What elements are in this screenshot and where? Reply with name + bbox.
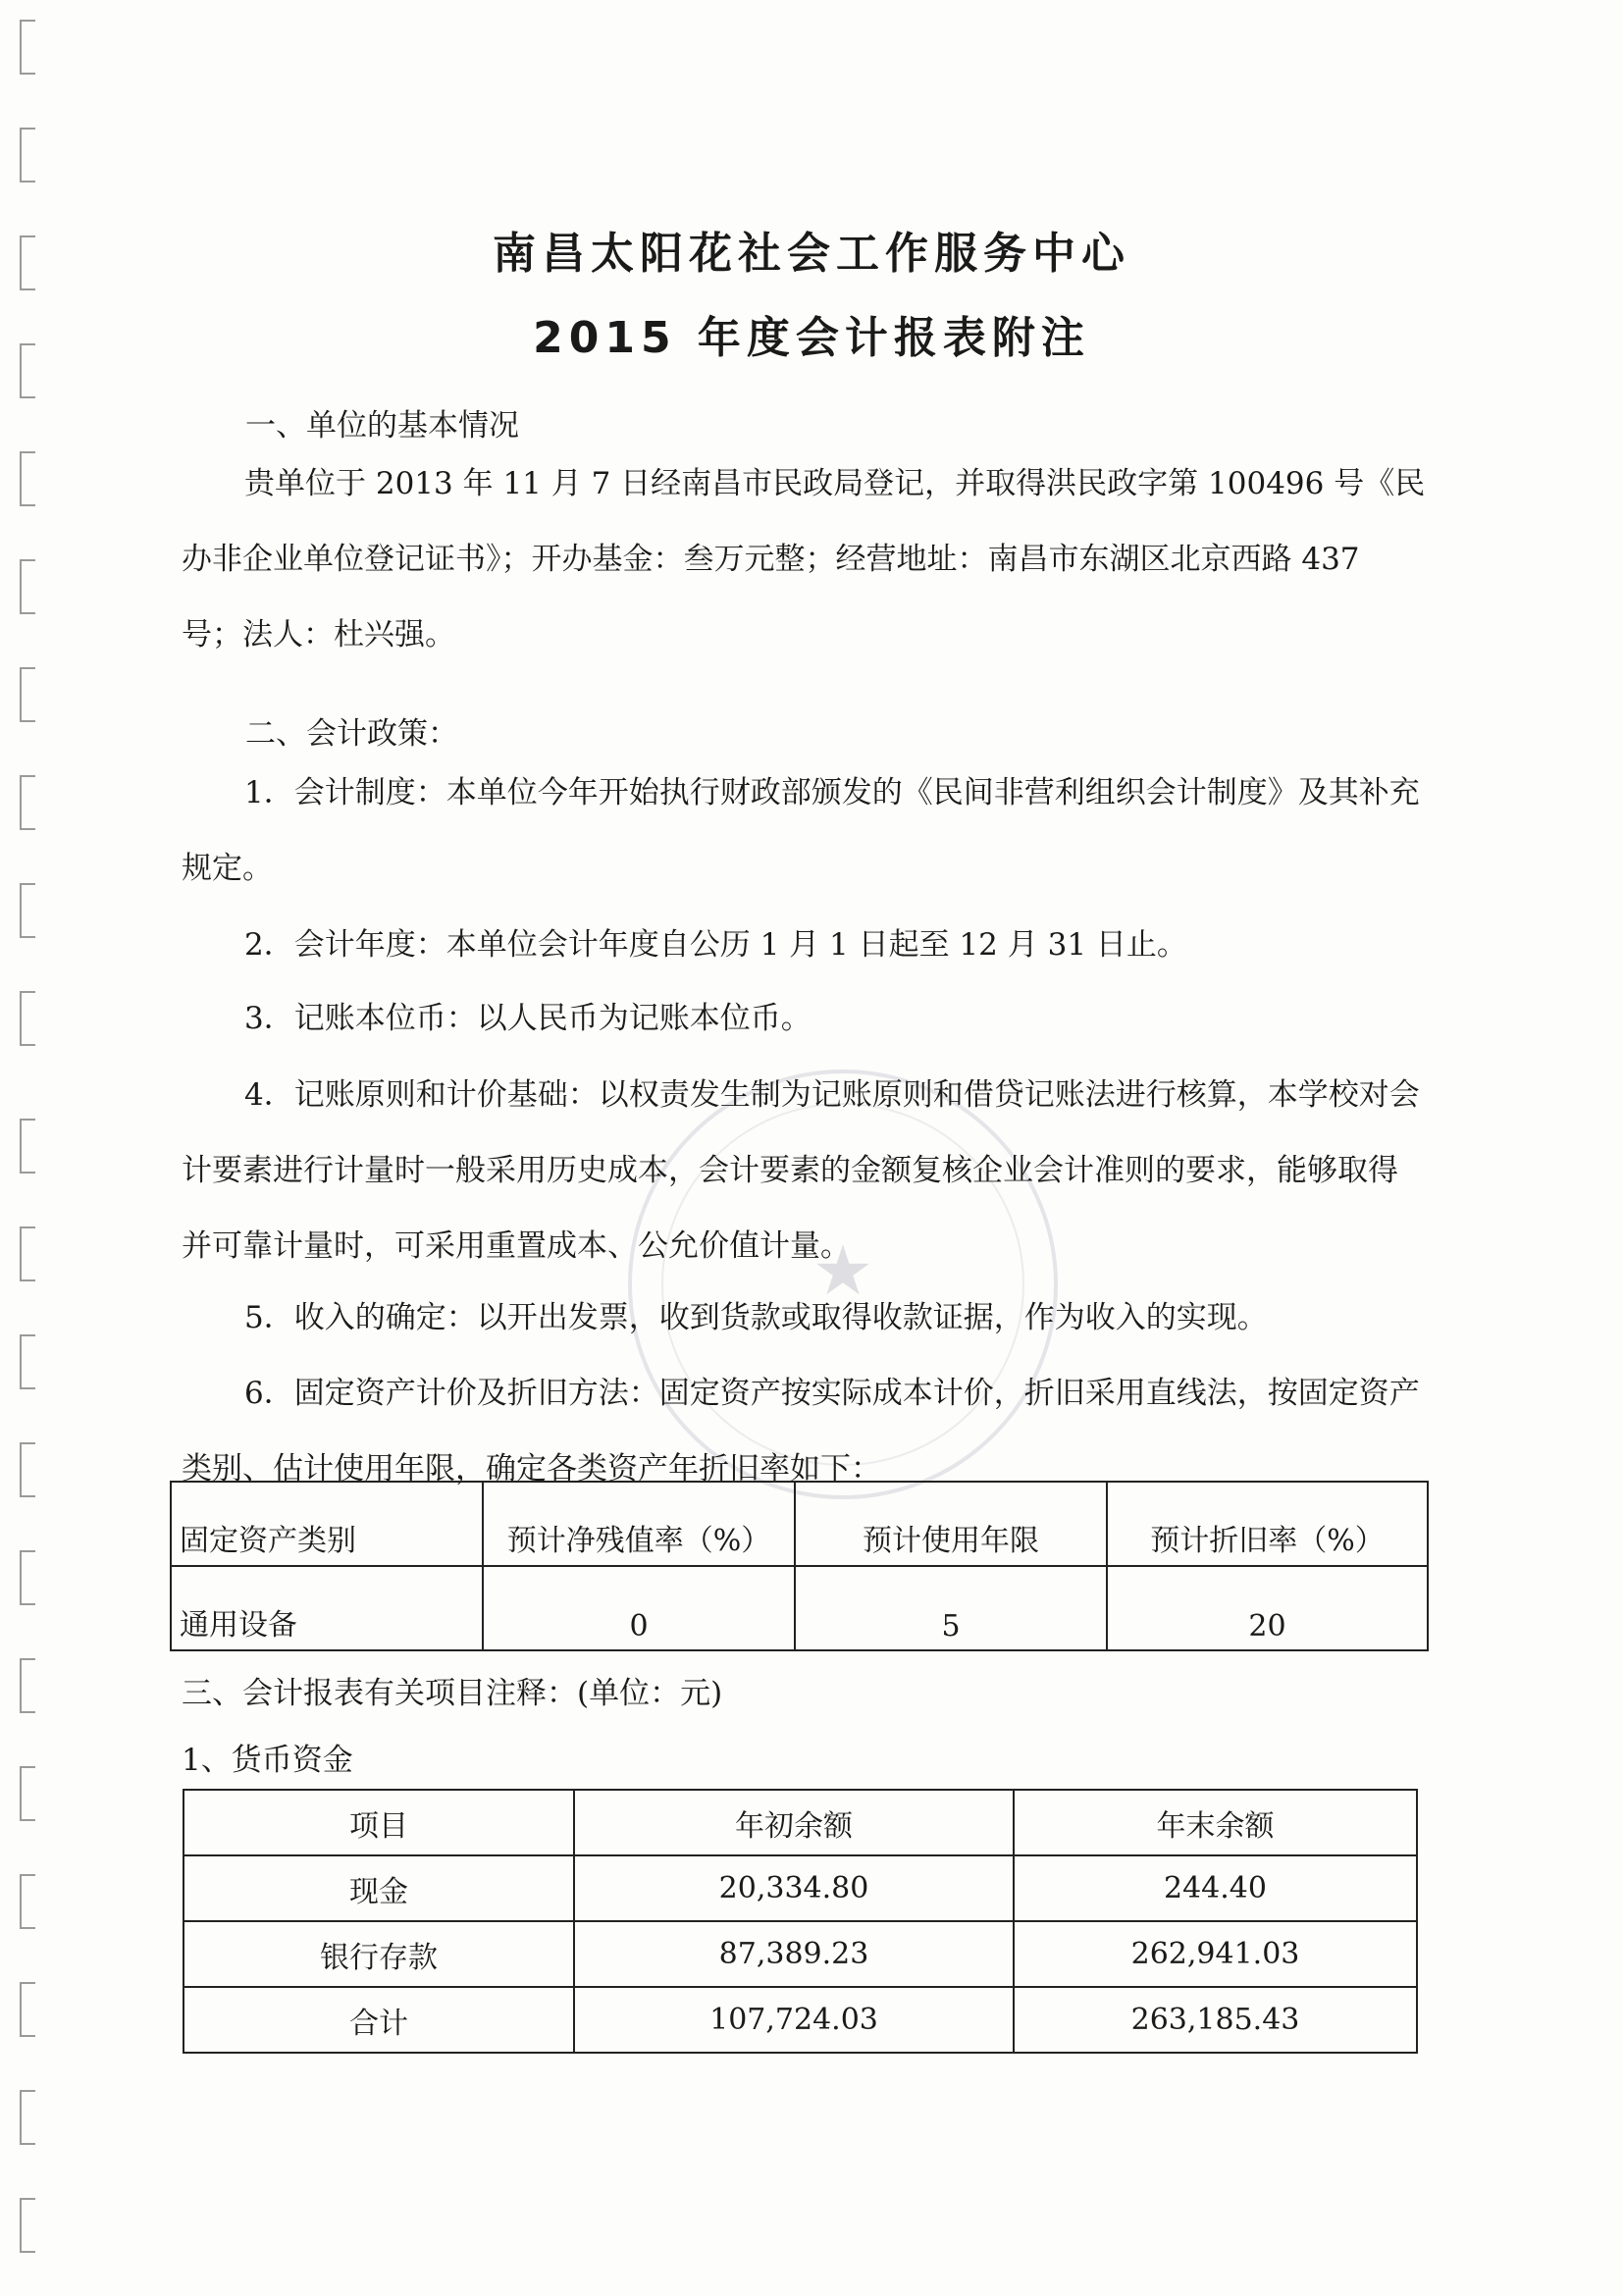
seal-star-icon: ★ [812, 1230, 874, 1311]
document-title: 南昌太阳花社会工作服务中心 [493, 229, 1130, 279]
table-cell: 20 [1107, 1566, 1428, 1650]
table-row [183, 1987, 1417, 2053]
table-cell: 87,389.23 [574, 1921, 1014, 1987]
table-cell: 263,185.43 [1014, 1987, 1417, 2053]
table-row [171, 1566, 1428, 1650]
section1-heading: 一、单位的基本情况 [245, 408, 519, 444]
table-header-cell: 年初余额 [574, 1790, 1014, 1855]
policy-item-4: 4．记账原则和计价基础：以权责发生制为记账原则和借贷记账法进行核算，本学校对会计要素进行计量时一般采用历史成本，会计要素的金额复核企业会计准则的要求，能够取得并可靠计量时，可采用重置成本、公允价值计量。 [182, 1077, 1420, 1264]
section2-heading: 二、会计政策： [245, 716, 458, 752]
policy-item-5: 5．收入的确定：以开出发票，收到货款或取得收款证据，作为收入的实现。 [244, 1300, 1268, 1335]
policy-item-3: 3．记账本位币：以人民币为记账本位币。 [244, 1001, 812, 1036]
table-cell: 5 [795, 1566, 1107, 1650]
table-header-cell: 预计折旧率（%） [1107, 1482, 1428, 1566]
table-cell: 244.40 [1014, 1855, 1417, 1921]
table-header-cell: 年末余额 [1014, 1790, 1417, 1855]
policy-item-2: 2．会计年度：本单位会计年度自公历 1 月 1 日起至 12 月 31 日止。 [244, 927, 1187, 963]
table-header-row [183, 1790, 1417, 1855]
section3-subheading: 1、货币资金 [182, 1743, 353, 1778]
table-row [183, 1855, 1417, 1921]
table-header-cell: 项目 [183, 1790, 574, 1855]
table-cell: 107,724.03 [574, 1987, 1014, 2053]
policy-item-6: 6．固定资产计价及折旧方法：固定资产按实际成本计价，折旧采用直线法，按固定资产类别、估计使用年限，确定各类资产年折旧率如下： [182, 1376, 1420, 1487]
table-cell: 262,941.03 [1014, 1921, 1417, 1987]
section3-heading: 三、会计报表有关项目注释：(单位：元) [182, 1676, 723, 1711]
table-cell: 合计 [183, 1987, 574, 2053]
table-header-cell: 预计净残值率（%） [483, 1482, 795, 1566]
table-cell: 通用设备 [171, 1566, 483, 1650]
table-row [183, 1921, 1417, 1987]
table-cell: 0 [483, 1566, 795, 1650]
table-header-cell: 固定资产类别 [171, 1482, 483, 1566]
table-cell: 银行存款 [183, 1921, 574, 1987]
table-header-row [171, 1482, 1428, 1566]
table-cell: 20,334.80 [574, 1855, 1014, 1921]
document-subtitle: 2015 年度会计报表附注 [533, 313, 1090, 363]
policy-item-1: 1．会计制度：本单位今年开始执行财政部颁发的《民间非营利组织会计制度》及其补充规定。 [182, 775, 1420, 886]
depreciation-table [170, 1481, 1429, 1651]
section1-body: 贵单位于 2013 年 11 月 7 日经南昌市民政局登记，并取得洪民政字第 100496 号《民办非企业单位登记证书》；开办基金：叁万元整；经营地址：南昌市东湖区北京西路 437 号；法人：杜兴强。 [182, 466, 1426, 652]
cash-table [183, 1789, 1418, 2054]
table-cell: 现金 [183, 1855, 574, 1921]
table-header-cell: 预计使用年限 [795, 1482, 1107, 1566]
